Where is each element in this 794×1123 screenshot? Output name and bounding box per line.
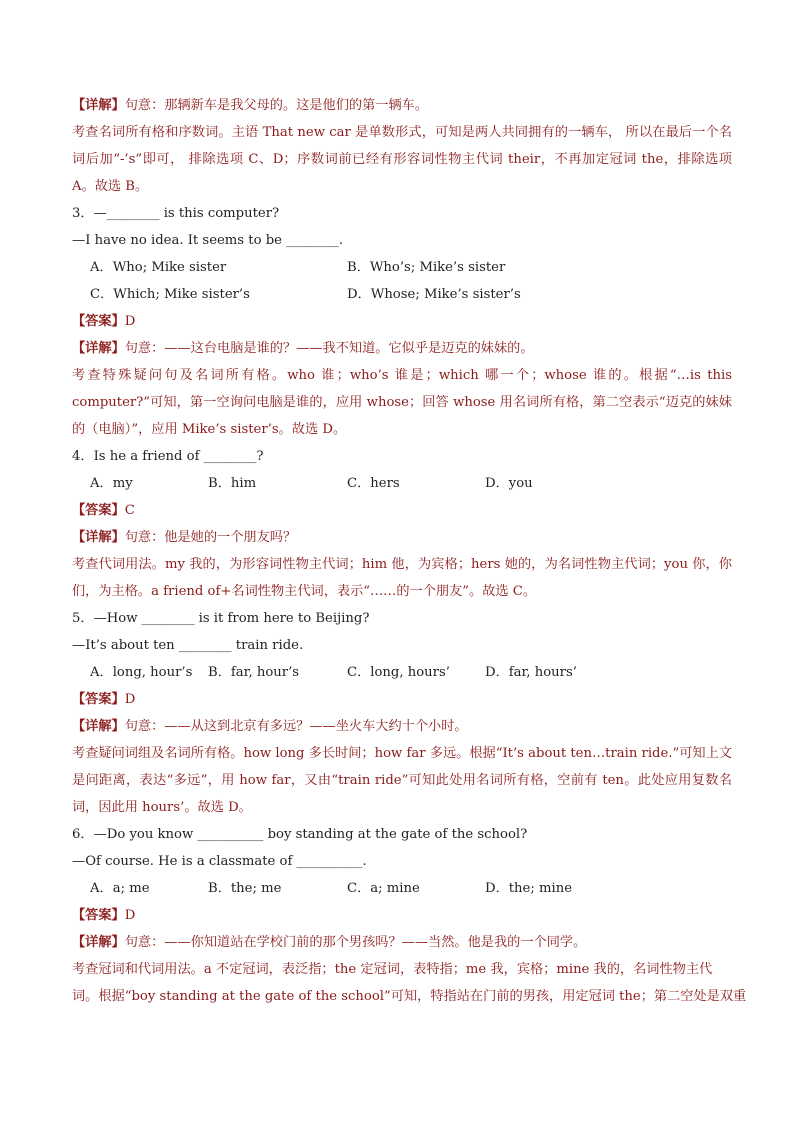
detail-tag: 【详解】 (72, 719, 125, 734)
answer-tag: 【答案】 (72, 314, 125, 329)
q5-option-a: A．long, hour’s (90, 665, 193, 680)
q3-option-c: C．Which; Mike sister’s (90, 287, 250, 302)
q5-answer (72, 686, 732, 713)
q4-options-row (72, 470, 732, 497)
q2-detail-explanation: 考查名词所有格和序数词。主语 That new car 是单数形式，可知是两人共同拥有的一辆车， 所以在最后一个名词后加“-’s”即可， 排除选项 C、D；序数词前已经有形容词性物主代词 their，不再加定冠词 the，排除选项 A。故选 B。 (72, 125, 732, 194)
q3-stem-line1: 3．—________ is this computer? (72, 206, 280, 221)
q5-options-row (72, 659, 732, 686)
answer-value: C (124, 503, 135, 518)
detail-tag: 【详解】 (72, 935, 125, 950)
q5-option-b: B．far, hour’s (208, 665, 300, 680)
q5-detail-heading (72, 713, 732, 740)
q6-option-a: A．a; me (90, 881, 150, 896)
q3-detail-heading (72, 335, 732, 362)
q6-detail-explanation-line1: 考查冠词和代词用法。a 不定冠词，表泛指；the 定冠词，表特指；me 我，宾格；mine 我的，名词性物主代 (72, 962, 713, 977)
detail-sentence-meaning: 句意：——你知道站在学校门前的那个男孩吗？——当然。他是我的一个同学。 (124, 935, 587, 950)
q3-option-a: A．Who; Mike sister (90, 260, 227, 275)
q3-options-row1 (72, 254, 732, 281)
q6-detail-explanation-line2: 词。根据“boy standing at the gate of the school”可知，特指站在门前的男孩，用定冠词 the；第二空处是双重 (72, 989, 747, 1004)
answer-tag: 【答案】 (72, 503, 125, 518)
q6-options-row (72, 875, 732, 902)
detail-sentence-meaning: 句意：——这台电脑是谁的？——我不知道。它似乎是迈克的妹妹的。 (124, 341, 534, 356)
q6-detail-heading (72, 929, 732, 956)
q4-option-b: B．him (208, 476, 257, 491)
q3-stem-line2: —I have no idea. It seems to be ________. (72, 233, 344, 248)
q5-option-c: C．long, hours’ (347, 665, 450, 680)
q2-detail-heading (72, 92, 732, 119)
answer-value: D (124, 692, 136, 707)
detail-tag: 【详解】 (72, 341, 125, 356)
q4-stem-line1: 4．Is he a friend of ________? (72, 449, 264, 464)
detail-sentence-meaning: 句意：那辆新车是我父母的。这是他们的第一辆车。 (124, 98, 429, 113)
q3-options-row2 (72, 281, 732, 308)
q4-option-d: D．you (485, 476, 533, 491)
q4-answer (72, 497, 732, 524)
q5-stem-line2: —It’s about ten ________ train ride. (72, 638, 304, 653)
document-content (72, 92, 747, 1010)
detail-sentence-meaning: 句意：——从这到北京有多远？——坐火车大约十个小时。 (124, 719, 468, 734)
q6-option-d: D．the; mine (485, 881, 573, 896)
detail-tag: 【详解】 (72, 530, 125, 545)
q4-detail-heading (72, 524, 732, 551)
q3-answer (72, 308, 732, 335)
q6-stem-line2: —Of course. He is a classmate of __________. (72, 854, 367, 869)
q4-option-c: C．hers (347, 476, 400, 491)
q4-option-a: A．my (90, 476, 133, 491)
detail-sentence-meaning: 句意：他是她的一个朋友吗？ (124, 530, 297, 545)
q3-option-d: D．Whose; Mike’s sister’s (347, 287, 521, 302)
q6-option-b: B．the; me (208, 881, 282, 896)
q5-detail-explanation: 考查疑问词组及名词所有格。how long 多长时间；how far 多远。根据“It’s about ten…train ride.”可知上文是问距离，表达“多远”，用 how far，又由“train ride”可知此处用名词所有格，空前有 ten。此处应用复数名词，因此用 hours’。故选 D。 (72, 746, 732, 815)
q5-option-d: D．far, hours’ (485, 665, 577, 680)
q6-stem-line1: 6．—Do you know __________ boy standing at the gate of the school? (72, 827, 528, 842)
answer-value: D (124, 314, 136, 329)
answer-tag: 【答案】 (72, 908, 125, 923)
answer-value: D (124, 908, 136, 923)
detail-tag: 【详解】 (72, 98, 125, 113)
q5-stem-line1: 5．—How ________ is it from here to Beijing? (72, 611, 370, 626)
q6-option-c: C．a; mine (347, 881, 420, 896)
q4-detail-explanation: 考查代词用法。my 我的，为形容词性物主代词；him 他，为宾格；hers 她的，为名词性物主代词；you 你，你们，为主格。a friend of+名词性物主代词，表示“……的一个朋友”。故选 C。 (72, 557, 732, 599)
q3-detail-explanation: 考查特殊疑问句及名词所有格。who 谁；who’s 谁是；which 哪一个；whose 谁的。根据“…is this computer?”可知，第一空询问电脑是谁的，应用 whose；回答 whose 用名词所有格，第二空表示“迈克的妹妹的（电脑）”，应用 Mike’s sister’s。故选 D。 (72, 368, 732, 437)
answer-tag: 【答案】 (72, 692, 125, 707)
q3-option-b: B．Who’s; Mike’s sister (347, 260, 506, 275)
q6-answer (72, 902, 732, 929)
